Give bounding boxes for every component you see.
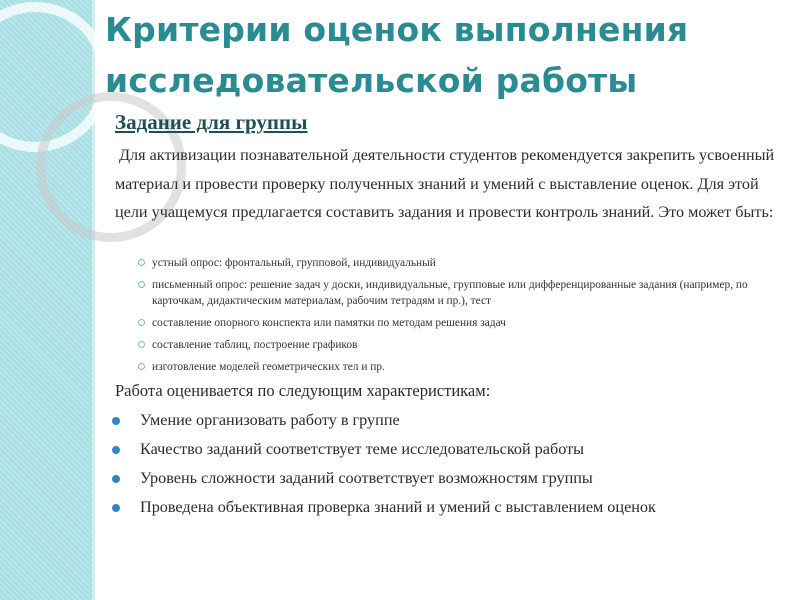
list-item-text: устный опрос: фронтальный, групповой, индивидуальный [152,257,436,269]
list-item [138,277,778,309]
list-item [138,315,778,331]
criteria-heading: Работа оценивается по следующим характеристикам: [115,381,491,400]
list-item [138,359,778,375]
ring-bullet-icon [138,319,145,326]
dot-bullet-icon [112,417,120,425]
criteria-list [110,406,780,522]
list-item-text: письменный опрос: решение задач у доски, индивидуальные, групповые или дифференцированные задания (например, по карточкам, дидактическим материалам, рабочим тетрадям и пр.), тест [152,279,748,307]
list-item-text: составление опорного конспекта или памятки по методам решения задач [152,317,506,329]
list-item [110,464,780,493]
list-item-text: Качество заданий соответствует теме исследовательской работы [140,440,585,458]
dot-bullet-icon [112,446,120,454]
intro-paragraph: Для активизации познавательной деятельности студентов рекомендуется закрепить усвоенный материал и провести проверку полученных знаний и умений с выставление оценок. Для этой цели учащемуся предлагается составить задания и провести контроль знаний. Это может быть: [115,146,775,221]
slide-title: Критерии оценок выполнения исследовательской работы [105,10,689,100]
list-item-text: Уровень сложности заданий соответствует возможностям группы [140,469,593,487]
dot-bullet-icon [112,475,120,483]
list-item [138,337,778,353]
ring-bullet-icon [138,259,145,266]
list-item [110,493,780,522]
list-item [110,435,780,464]
list-item [110,406,780,435]
dot-bullet-icon [112,504,120,512]
list-item-text: Проведена объективная проверка знаний и умений с выставлением оценок [140,498,656,516]
assessment-forms-list [138,255,778,381]
list-item-text: изготовление моделей геометрических тел и пр. [152,361,385,373]
list-item-text: составление таблиц, построение графиков [152,339,358,351]
list-item-text: Умение организовать работу в группе [140,411,400,429]
ring-bullet-icon [138,281,145,288]
section-subtitle: Задание для группы [115,110,308,134]
ring-bullet-icon [138,341,145,348]
ring-bullet-icon [138,363,145,370]
list-item [138,255,778,271]
